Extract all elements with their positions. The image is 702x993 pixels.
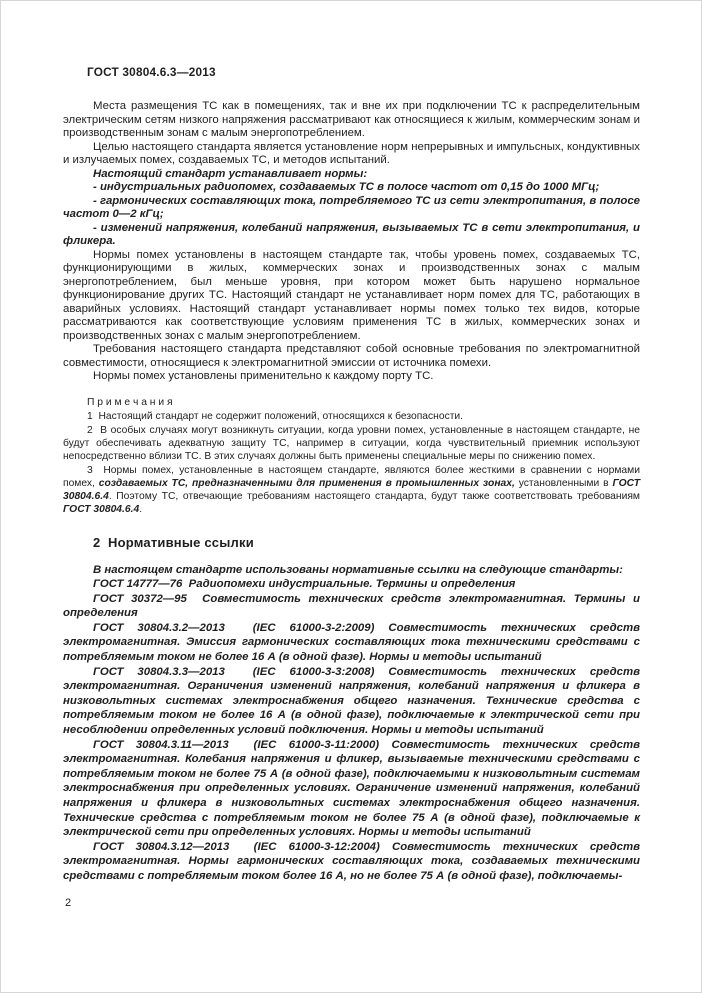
section-2-heading: 2 Нормативные ссылки [93,534,254,550]
reference-gost-30804-3-2: ГОСТ 30804.3.2—2013 (IEC 61000-3-2:2009) Совместимость технических средств электромагнитная. Эмиссия гармонических составляющих тока техническими средствами с потребляемым током не более 16 А (в одной фазе). Нормы и методы испытаний [63,621,640,664]
norms-item-voltage: - изменений напряжения, колебаний напряжения, вызываемых ТС в сети электропитания, и фликера. [63,221,640,247]
note-3-run-2: создаваемых ТС, предназначенными для применения в промышленных зонах, [98,477,519,489]
reference-gost-30804-3-3: ГОСТ 30804.3.3—2013 (IEC 61000-3-3:2008) Совместимость технических средств электромагнитная. Ограничения изменений напряжения, колебаний напряжения и фликера в низковольтных системах электроснабжения общего назначения. Технические средства с потребляемым током не более 16 А (в одной фазе), подключаемые к электрической сети при несоблюдении определенных условий подключения. Нормы и методы испытаний [63,665,640,737]
note-3-run-3: установленными в [518,477,613,489]
note-3-run-5: . Поэтому ТС, отвечающие требованиям настоящего стандарта, будут также соответствовать требованиям [108,490,640,502]
page-header-designation: ГОСТ 30804.6.3—2013 [87,65,216,79]
note-2: 2 В особых случаях могут возникнуть ситуации, когда уровни помех, установленные в настоящем стандарте, не будут обеспечивать адекватную защиту ТС, например в ситуации, когда чувствительный приемник используют непосредственно вблизи ТС. В этих случаях должны быть применены специальные меры по снижению помех. [63,424,640,462]
para-requirements: Требования настоящего стандарта представляют собой основные требования по электромагнитной совместимости, относящиеся к электромагнитной эмиссии от источника помехи. [63,343,640,369]
note-3-run-4: ГОСТ 30804.6.4 [63,477,640,502]
norms-item-radio: - индустриальных радиопомех, создаваемых ТС в полосе частот от 0,15 до 1000 МГц; [93,181,600,193]
reference-gost-30804-3-12: ГОСТ 30804.3.12—2013 (IEC 61000-3-12:2004) Совместимость технических средств электромагнитная. Нормы гармонических составляющих тока, создаваемых техническими средствами с потребляемым током более 16 А, но не более 75 А (в одной фазе), подключаемы- [63,840,640,882]
para-limits: Нормы помех установлены в настоящем стандарте так, чтобы уровень помех, создаваемых ТС, функционирующими в жилых, коммерческих зонах и производственных зонах с малым энергопотреблением, был меньше уровня, при котором может быть нарушено нормальное функционирование других ТС. Настоящий стандарт не устанавливает норм помех для ТС, работающих в аварийных условиях. Настоящий стандарт устанавливает нормы помех только тех видов, которые рассматриваются как соответствующие условиям применения ТС в жилых, коммерческих зонах и производственных зонах с малым энергопотреблением. [63,248,640,342]
note-1: 1 Настоящий стандарт не содержит положений, относящихся к безопасности. [87,410,464,422]
reference-gost-30804-3-11: ГОСТ 30804.3.11—2013 (IEC 61000-3-11:2000) Совместимость технических средств электромагнитная. Колебания напряжения и фликер, вызываемые техническими средствами с потребляемым током не более 75 А (в одной фазе), подключаемыми к низковольтным системам электроснабжения при определенных условиях. Ограничение изменений напряжения, колебаний напряжения и фликера в низковольтных системах электроснабжения общего назначения. Технические средства с потребляемым током не более 75 А (в одной фазе), подключаемые к электрической сети при определенных условиях. Нормы и методы испытаний [63,738,640,839]
page-number: 2 [65,897,72,909]
section-2-intro: В настоящем стандарте использованы нормативные ссылки на следующие стандарты: [93,563,623,576]
para-goal: Целью настоящего стандарта является установление норм непрерывных и импульсных, кондуктивных и излучаемых помех, создаваемых ТС, и методов испытаний. [63,140,640,166]
norms-intro: Настоящий стандарт устанавливает нормы: [93,167,368,180]
notes-block [63,396,640,516]
reference-gost-14777: ГОСТ 14777—76 Радиопомехи индустриальные. Термины и определения [93,578,516,591]
para-ports: Нормы помех установлены применительно к каждому порту ТС. [93,370,434,382]
note-3-run-1: 3 Нормы помех, установленные в настоящем стандарте, являются более жесткими в сравнении с нормами помех, [63,464,640,489]
notes-title: П р и м е ч а н и я [87,396,173,408]
norms-item-harmonics: - гармонических составляющих тока, потребляемого ТС из сети электропитания, в полосе частот 0—2 кГц; [63,194,640,220]
para-placement: Места размещения ТС как в помещениях, так и вне их при подключении ТС к распределительным электрическим сетям низкого напряжения рассматривают как относящиеся к жилым, коммерческим зонам и производственным зонам с малым энергопотреблением. [63,100,640,139]
note-3-run-6: ГОСТ 30804.6.4 [63,503,140,515]
note-3-run-7: . [139,503,143,515]
note-3 [63,464,640,516]
reference-gost-30372: ГОСТ 30372—95 Совместимость технических средств электромагнитная. Термины и определения [63,592,640,620]
